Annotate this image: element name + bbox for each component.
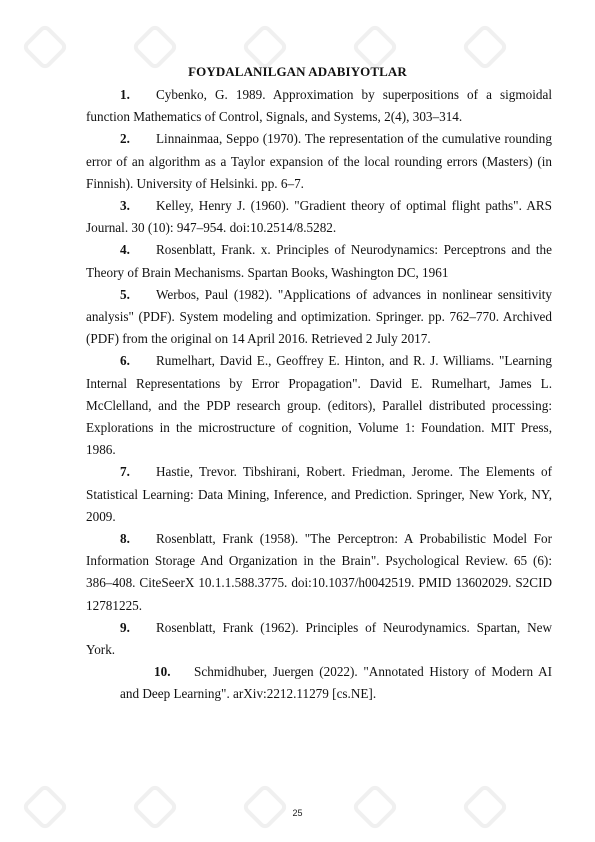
reference-number: 4.: [120, 242, 130, 258]
page-title: FOYDALANILGAN ADABIYOTLAR: [188, 64, 407, 79]
reference-item: [86, 284, 552, 351]
reference-item: [86, 239, 552, 283]
reference-number: 6.: [120, 353, 130, 369]
reference-text: Kelley, Henry J. (1960). "Gradient theory of optimal flight paths". ARS Journal. 30 (10): 947–954. doi:10.2514/8.5282.: [86, 198, 552, 236]
reference-item: [86, 84, 552, 128]
reference-text: Werbos, Paul (1982). "Applications of advances in nonlinear sensitivity analysis" (PDF). System modeling and optimization. Springer. pp. 762–770. Archived (PDF) from the original on 14 April 2016. Retrieved 2 July 2017.: [86, 286, 552, 347]
reference-number: 2.: [120, 131, 130, 147]
reference-text: Rosenblatt, Frank (1958). "The Perceptron: A Probabilistic Model For Information Storage And Organization in the Brain". Psychological Review. 65 (6): 386–408. CiteSeerX 10.1.1.588.3775. doi:10.1037/h0042519. PMID 13602029. S2CID 12781225.: [86, 531, 552, 613]
reference-item: [86, 195, 552, 239]
page-number: 25: [292, 808, 303, 818]
reference-number: 8.: [120, 531, 130, 547]
reference-text: Rumelhart, David E., Geoffrey E. Hinton, and R. J. Williams. "Learning Internal Representations by Error Propagation". David E. Rumelhart, James L. McClelland, and the PDP research group. (editors), Parallel distributed processing: Explorations in the microstructure of cognition, Volume 1: Foundation. MIT Press, 1986.: [86, 353, 552, 458]
reference-number: 3.: [120, 198, 130, 214]
reference-text: Linnainmaa, Seppo (1970). The representation of the cumulative rounding error of an algorithm as a Taylor expansion of the local rounding errors (Masters) (in Finnish). University of Helsinki. pp. 6–7.: [86, 131, 552, 191]
watermark-mark: [351, 783, 399, 831]
reference-text: Schmidhuber, Juergen (2022). "Annotated History of Modern AI and Deep Learning". arXiv:2212.11279 [cs.NE].: [120, 664, 552, 702]
reference-item: [86, 350, 552, 461]
reference-text: Cybenko, G. 1989. Approximation by superpositions of a sigmoidal function Mathematics of Control, Signals, and Systems, 2(4), 303–314.: [86, 87, 552, 125]
reference-number: 9.: [120, 619, 130, 635]
reference-number: 1.: [120, 87, 130, 102]
reference-item: [86, 128, 552, 195]
reference-item: [86, 528, 552, 617]
reference-text: Hastie, Trevor. Tibshirani, Robert. Friedman, Jerome. The Elements of Statistical Learning: Data Mining, Inference, and Prediction. Springer, New York, NY, 2009.: [86, 464, 552, 524]
reference-text: Rosenblatt, Frank. x. Principles of Neurodynamics: Perceptrons and the Theory of Brain Mechanisms. Spartan Books, Washington DC, 1961: [86, 242, 552, 280]
reference-number: 5.: [120, 286, 130, 302]
reference-item: [86, 461, 552, 528]
reference-list: [86, 84, 552, 706]
reference-text: Rosenblatt, Frank (1962). Principles of Neurodynamics. Spartan, New York.: [86, 619, 552, 658]
reference-item: [86, 661, 552, 705]
watermark-mark: [131, 783, 179, 831]
reference-number: 7.: [120, 464, 130, 480]
watermark-mark: [241, 783, 289, 831]
watermark-mark: [21, 783, 69, 831]
reference-number: 10.: [154, 664, 171, 680]
reference-item: [86, 617, 552, 661]
watermark-mark: [461, 783, 509, 831]
